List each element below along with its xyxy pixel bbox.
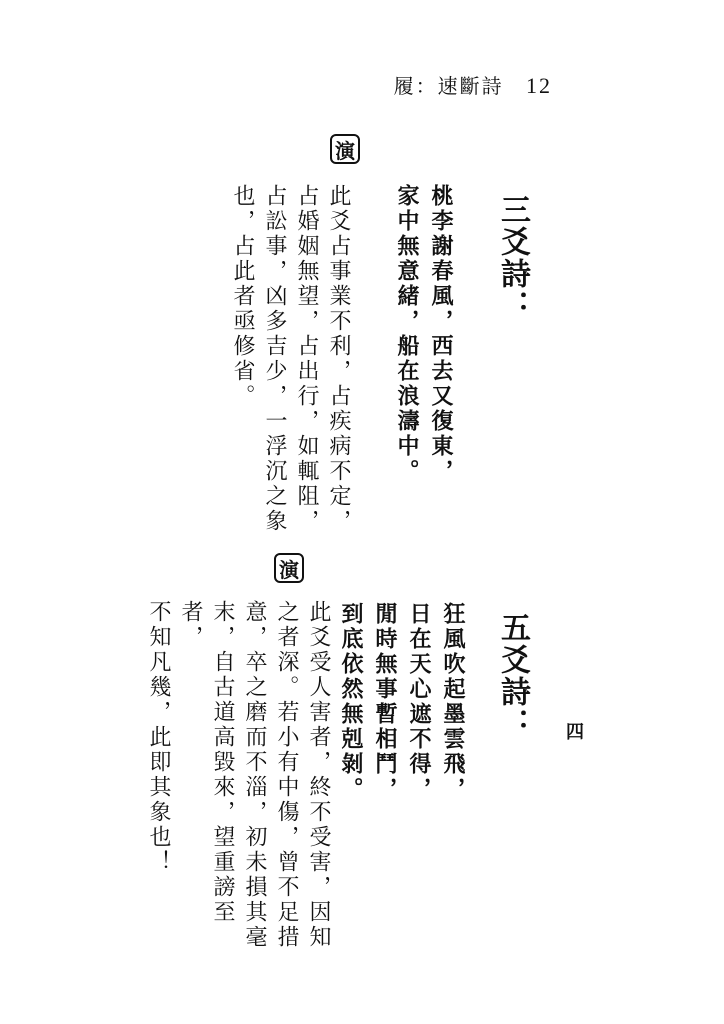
commentary-line: 不知凡幾，此即其象也！: [146, 600, 171, 875]
poem-line: 閒時無事暫相鬥，: [372, 602, 398, 802]
section-5-commentary-marker: 演: [274, 553, 304, 583]
poem-line: 日在天心遮不得，: [406, 602, 432, 802]
section-3-commentary-marker: 演: [330, 134, 360, 164]
section-3-commentary: [226, 184, 354, 534]
commentary-line: 意，卒之磨而不淄，初未損其毫: [242, 600, 267, 950]
commentary-line: 此爻占事業不利，占疾病不定，: [326, 184, 351, 534]
poem-line: 到底依然無剋剝。: [338, 602, 364, 802]
section-5-heading: 五爻詩：: [495, 612, 530, 740]
commentary-line: 也，占此者亟修省。: [230, 184, 255, 409]
poem-line: 狂風吹起墨雲飛，: [440, 602, 466, 802]
commentary-line: 末，自古道高毀來，望重謗至者，: [178, 600, 235, 925]
commentary-line: 占訟事，凶多吉少，一浮沉之象: [262, 184, 287, 534]
section-3-heading: 三爻詩：: [495, 194, 530, 322]
section-5-commentary: [142, 600, 334, 950]
commentary-line: 之者深。若小有中傷，曾不足措: [274, 600, 299, 950]
section-3-poem: [390, 184, 458, 504]
side-tab: 四: [566, 722, 584, 743]
poem-line: 桃李謝春風，西去又復東，: [428, 184, 454, 484]
poem-line: 家中無意緒，船在浪濤中。: [394, 184, 420, 484]
page-number: 12: [526, 73, 552, 98]
running-header: [394, 70, 552, 99]
commentary-line: 占婚姻無望，占出行，如輒阻，: [294, 184, 319, 534]
section-5-poem: [334, 602, 470, 802]
commentary-line: 此爻受人害者，終不受害，因知: [306, 600, 331, 950]
header-title: 履：速斷詩: [393, 74, 504, 98]
